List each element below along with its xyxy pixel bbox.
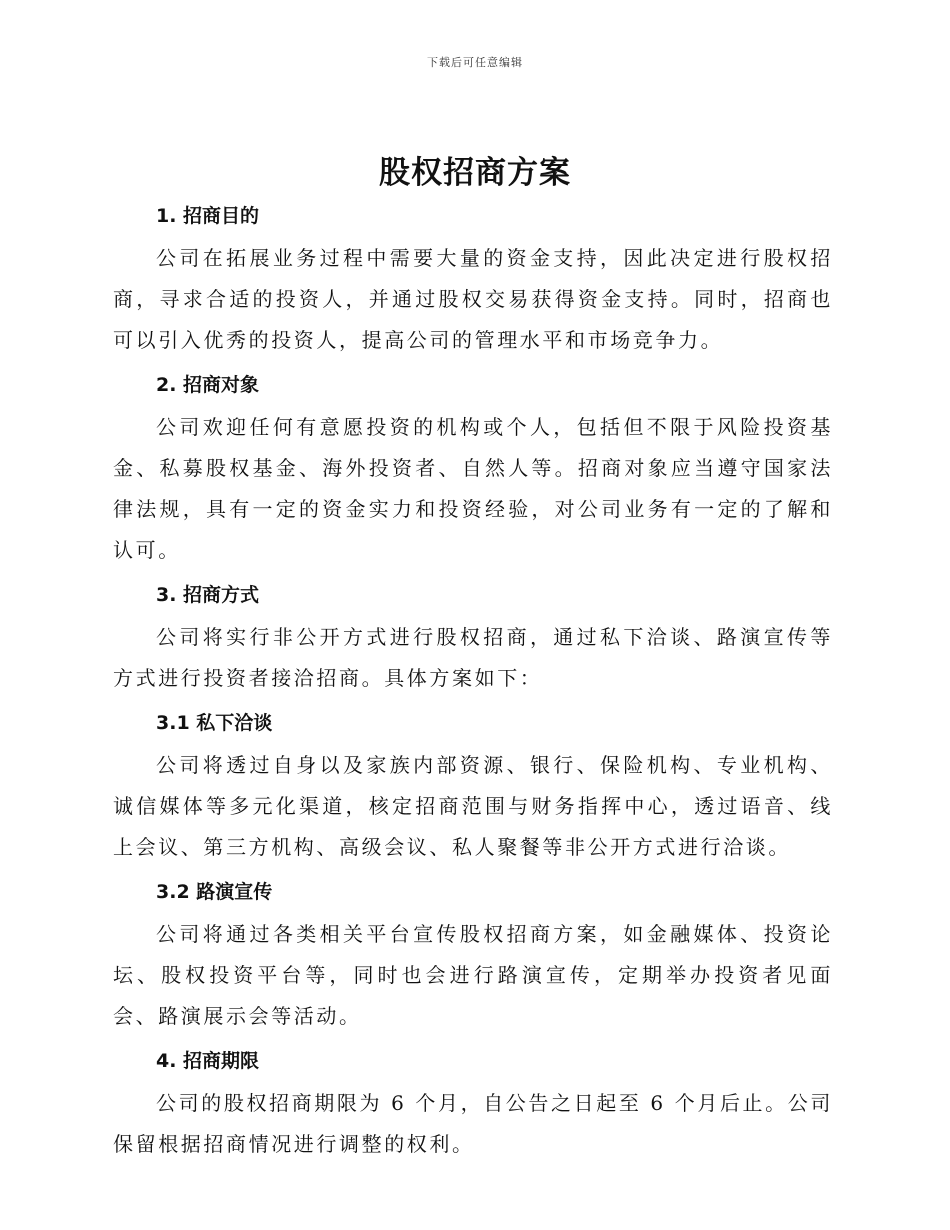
section-heading: 2. 招商对象 <box>156 374 260 396</box>
section-private-negotiation <box>113 709 833 868</box>
section-period <box>113 1047 833 1165</box>
section-heading: 1. 招商目的 <box>156 205 260 227</box>
section-paragraph: 公司将透过自身以及家族内部资源、银行、保险机构、专业机构、诚信媒体等多元化渠道，核定招商范围与财务指挥中心，透过语音、线上会议、第三方机构、高级会议、私人聚餐等非公开方式进行洽谈。 <box>113 753 833 859</box>
document-title: 股权招商方案 <box>379 155 571 191</box>
section-paragraph: 公司将实行非公开方式进行股权招商，通过私下洽谈、路演宣传等方式进行投资者接洽招商。具体方案如下： <box>113 625 833 690</box>
section-paragraph: 公司的股权招商期限为 6 个月，自公告之日起至 6 个月后止。公司保留根据招商情况进行调整的权利。 <box>113 1091 833 1156</box>
document-body <box>113 196 833 1175</box>
section-heading: 3.2 路演宣传 <box>156 881 273 903</box>
section-roadshow <box>113 878 833 1037</box>
section-heading: 4. 招商期限 <box>156 1050 260 1072</box>
section-methods <box>113 581 833 699</box>
section-paragraph: 公司欢迎任何有意愿投资的机构或个人，包括但不限于风险投资基金、私募股权基金、海外投资者、自然人等。招商对象应当遵守国家法律法规，具有一定的资金实力和投资经验，对公司业务有一定的了解和认可。 <box>113 415 833 562</box>
section-paragraph: 公司将通过各类相关平台宣传股权招商方案，如金融媒体、投资论坛、股权投资平台等，同时也会进行路演宣传，定期举办投资者见面会、路演展示会等活动。 <box>113 922 833 1028</box>
section-heading: 3. 招商方式 <box>156 584 260 606</box>
section-heading: 3.1 私下洽谈 <box>156 712 273 734</box>
section-purpose <box>113 202 833 361</box>
section-targets <box>113 371 833 571</box>
section-paragraph: 公司在拓展业务过程中需要大量的资金支持，因此决定进行股权招商，寻求合适的投资人，并通过股权交易获得资金支持。同时，招商也可以引入优秀的投资人，提高公司的管理水平和市场竞争力。 <box>113 246 833 352</box>
page-header: 下载后可任意编辑 <box>427 56 523 69</box>
